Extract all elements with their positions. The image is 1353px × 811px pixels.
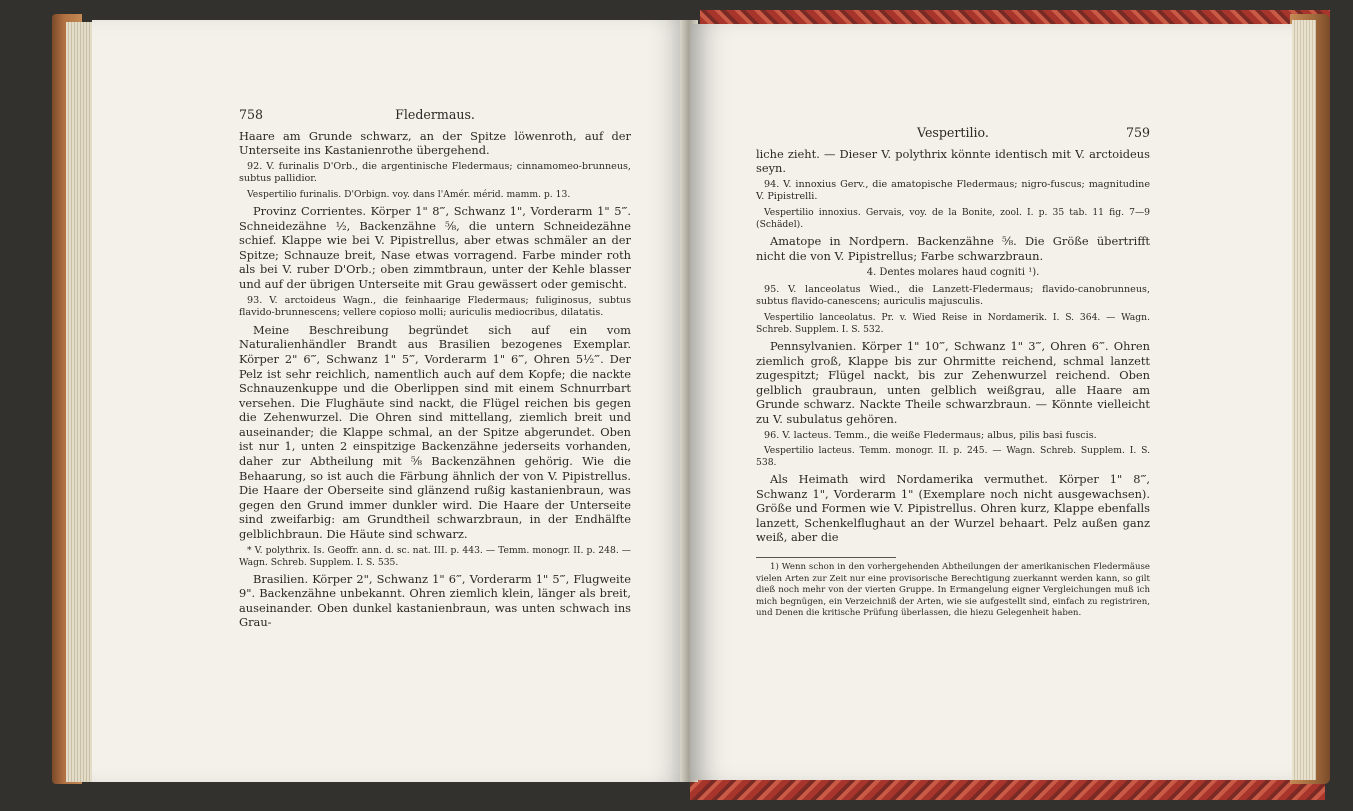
left-text-column (239, 108, 631, 633)
species-heading: 94. V. innoxius Gerv., die amatopische Fledermaus; nigro-fuscus; magnitudine V. Pipistrelli. (756, 178, 1150, 203)
page-number-left: 758 (239, 107, 264, 122)
right-page (690, 24, 1292, 780)
reference-line: Vespertilio furinalis. D'Orbign. voy. dans l'Amér. mérid. mamm. p. 13. (247, 188, 571, 200)
body-paragraph: Haare am Grunde schwarz, an der Spitze löwenroth, auf der Unterseite ins Kastanienrothe übergehend. (239, 128, 631, 158)
species-heading: 95. V. lanceolatus Wied., die Lanzett-Fledermaus; flavido-canobrunneus, subtus flavido-canescens; auriculis majusculis. (756, 283, 1150, 308)
footnote-rule (756, 557, 896, 558)
body-paragraph: Als Heimath wird Nordamerika vermuthet. Körper 1" 8‴, Schwanz 1", Vorderarm 1" (Exemplare noch nicht ausgewachsen). Größe und Formen wie V. Pipistrellus. Ohren kurz, Klappe ebenfalls lanzett, Schenkelflughaut an der Wurzel behaart. Pelz außen ganz weiß, aber die (756, 472, 1150, 545)
body-paragraph: Brasilien. Körper 2", Schwanz 1" 6‴, Vorderarm 1" 5‴, Flugweite 9". Backenzähne unbekannt. Ohren ziemlich klein, länger als breit, auseinander. Oben dunkel kastanienbraun, was unten schwach ins Grau- (239, 571, 631, 630)
footnote: 1) Wenn schon in den vorhergehenden Abtheilungen der amerikanischen Fledermäuse vielen Arten zur Zeit nur eine provisorische Berechtigung zuerkannt werden kann, so gilt dieß noch mehr von der vierten Gruppe. In Ermangelung eigner Vergleichungen muß ich mich begnügen, ein Verzeichniß der Arten, wie sie aufgestellt sind, einfach zu registriren, und Denen die kritische Prüfung überlassen, die hiezu Gelegenheit haben. (756, 562, 1150, 619)
section-heading: 4. Dentes molares haud cogniti ¹). (866, 267, 1040, 279)
header-left: Fledermaus. (395, 107, 475, 122)
body-paragraph: Amatope in Nordpern. Backenzähne ⅝. Die Größe übertrifft nicht die von V. Pipistrellus; Farbe schwarzbraun. (756, 233, 1150, 263)
reference-line: Vespertilio lacteus. Temm. monogr. II. p. 245. — Wagn. Schreb. Supplem. I. S. 538. (756, 445, 1150, 469)
body-paragraph: Meine Beschreibung begründet sich auf ein vom Naturalienhändler Brandt aus Brasilien bezogenes Exemplar. Körper 2" 6‴, Schwanz 1" 5‴, Vorderarm 1" 6‴, Ohren 5½‴. Der Pelz ist sehr reichlich, namentlich auch auf dem Kopfe; die nackte Schnauzenkuppe und die Oberlippen sind mit einem Schnurrbart versehen. Die Flughäute sind nackt, die Flügel reichen bis gegen die Zehenwurzel. Die Ohren sind mittellang, ziemlich breit und auseinander; die Klappe schmal, an der Spitze abgerundet. Oben ist nur 1, unten 2 einspitzige Backenzähne jederseits vorhanden, daher zur Abtheilung mit ⅝ Backenzähnen gehörig. Wie die Behaarung, so ist auch die Färbung ähnlich der von V. Pipistrellus. Die Haare der Oberseite sind glänzend rußig kastanienbraun, was gegen den Grund immer dunkler wird. Die Haare der Unterseite sind zweifarbig: am Grundtheil schwarzbraun, in der Endhälfte gelblichbraun. Die Häute sind schwarz. (239, 322, 631, 542)
header-right: Vespertilio. (917, 125, 989, 140)
body-paragraph: Pennsylvanien. Körper 1" 10‴, Schwanz 1" 3‴, Ohren 6‴. Ohren ziemlich groß, Klappe bis zur Ohrmitte reichend, schmal lanzett zugespitzt; Flügel nackt, bis zur Zehenwurzel reichend. Oben gelblich graubraun, unten gelblich weißgrau, alle Haare am Grunde schwarz. Nackte Theile schwarzbraun. — Könnte vielleicht zu V. subulatus gehören. (756, 338, 1150, 426)
species-heading: 92. V. furinalis D'Orb., die argentinische Fledermaus; cinnamomeo-brunneus, subtus pallidior. (239, 160, 631, 185)
page-number-right: 759 (1125, 125, 1150, 140)
marbled-edge-top (700, 10, 1330, 24)
reference-line: Vespertilio lanceolatus. Pr. v. Wied Reise in Nordamerik. I. S. 364. — Wagn. Schreb. Supplem. I. S. 532. (756, 311, 1150, 335)
species-heading: 93. V. arctoideus Wagn., die feinhaarige Fledermaus; fuliginosus, subtus flavido-brunnescens; vellere copioso molli; auriculis mediocribus, dilatatis. (239, 294, 631, 319)
left-page (92, 20, 688, 782)
body-paragraph: liche zieht. — Dieser V. polythrix könnte identisch mit V. arctoideus seyn. (756, 146, 1150, 176)
page-edges-right (1292, 20, 1316, 780)
marbled-edge-bottom (690, 780, 1325, 800)
species-heading: 96. V. lacteus. Temm., die weiße Fledermaus; albus, pilis basi fuscis. (764, 429, 1097, 441)
right-text-column (756, 126, 1150, 623)
reference-line: * V. polythrix. Is. Geoffr. ann. d. sc. nat. III. p. 443. — Temm. monogr. II. p. 248. — Wagn. Schreb. Supplem. I. S. 535. (239, 544, 631, 568)
body-paragraph: Provinz Corrientes. Körper 1" 8‴, Schwanz 1", Vorderarm 1" 5‴. Schneidezähne ½, Backenzähne ⅝, die untern Schneidezähne schief. Klappe wie bei V. Pipistrellus, aber etwas schmäler an der Spitze; Schnauze breit, Nase etwas vorragend. Farbe minder roth als bei V. ruber D'Orb.; oben zimmtbraun, unter der Kehle blasser und auf der übrigen Unterseite mit Grau gewässert oder gemischt. (239, 203, 631, 291)
reference-line: Vespertilio innoxius. Gervais, voy. de la Bonite, zool. I. p. 35 tab. 11 fig. 7—9 (Schädel). (756, 206, 1150, 230)
right-running-head (756, 126, 1150, 141)
left-running-head (239, 108, 631, 123)
